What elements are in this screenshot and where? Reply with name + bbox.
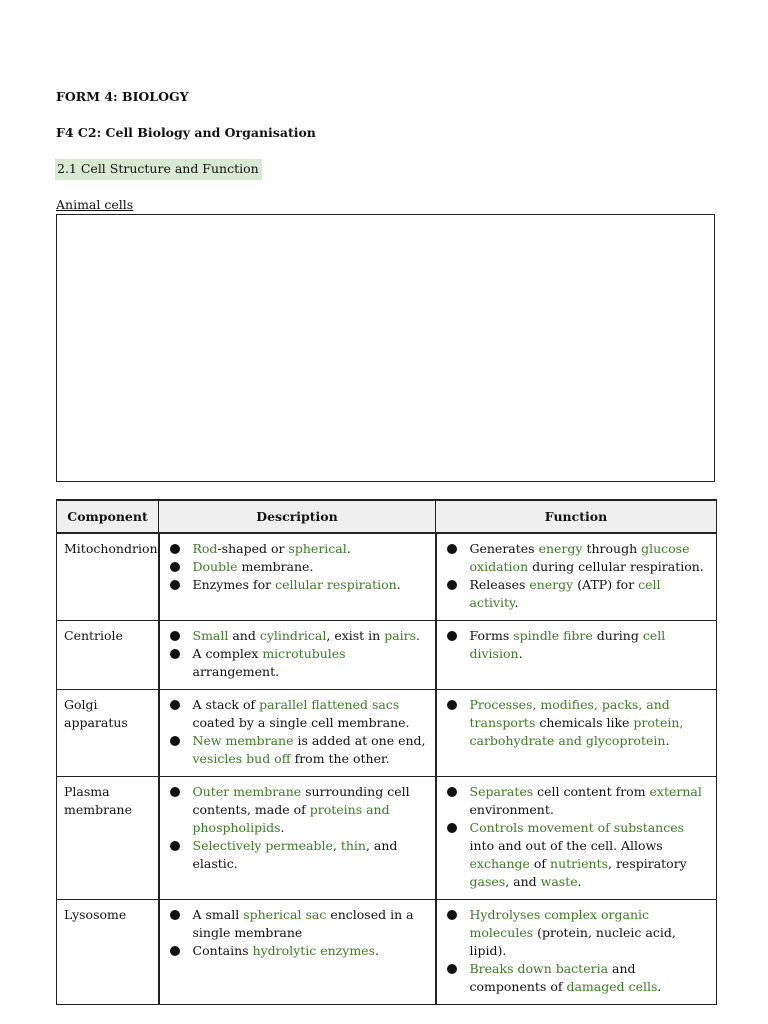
text-segment: Breaks down bacteria	[469, 961, 609, 976]
function-cell	[436, 690, 717, 777]
text-segment: is added at one end,	[293, 733, 426, 748]
text-segment: waste	[540, 874, 578, 889]
text-segment: enclosed in a single membrane	[192, 907, 414, 940]
bullet-item	[167, 906, 428, 942]
bullet-item	[167, 696, 428, 732]
text-segment: cellular respiration	[275, 577, 397, 592]
text-segment: during cellular respiration.	[528, 559, 704, 574]
text-segment: Double	[192, 559, 238, 574]
function-list	[444, 906, 710, 996]
bullet-item	[444, 540, 710, 576]
description-cell	[159, 533, 436, 621]
function-list	[444, 540, 710, 612]
component-name: Golgi apparatus	[57, 690, 159, 777]
text-segment: A complex	[192, 646, 263, 661]
bullet-item	[167, 732, 428, 768]
text-segment: Rod	[192, 541, 218, 556]
text-segment: .	[514, 595, 519, 610]
text-segment: from the other.	[290, 751, 390, 766]
text-segment: Contains	[192, 943, 253, 958]
section-heading: 2.1 Cell Structure and Function	[55, 159, 262, 180]
table-header-row	[57, 500, 717, 533]
component-name: Lysosome	[57, 900, 159, 1005]
text-segment: Forms	[469, 628, 514, 643]
component-name: Plasma membrane	[57, 777, 159, 900]
text-segment: external	[649, 784, 702, 799]
bullet-item	[444, 783, 710, 819]
text-segment: during	[592, 628, 643, 643]
text-segment: .	[577, 874, 582, 889]
text-segment: and components of	[469, 961, 636, 994]
text-segment: Small	[192, 628, 229, 643]
text-segment: pairs	[384, 628, 417, 643]
text-segment: (ATP) for	[573, 577, 639, 592]
bullet-item	[167, 645, 428, 681]
bullet-item	[167, 837, 428, 873]
function-cell	[436, 621, 717, 690]
text-segment: gases	[469, 874, 506, 889]
description-cell	[159, 777, 436, 900]
table-row	[57, 777, 717, 900]
text-segment: Controls movement of substances	[469, 820, 685, 835]
text-segment: environment.	[469, 802, 554, 817]
text-segment: proteins and phospholipids	[192, 802, 390, 835]
bullet-item	[444, 819, 710, 891]
text-segment: .	[518, 646, 523, 661]
text-segment: Enzymes for	[192, 577, 276, 592]
text-segment: .	[665, 733, 670, 748]
table-row	[57, 533, 717, 621]
bullet-item	[167, 558, 428, 576]
text-segment: Selectively permeable	[192, 838, 333, 853]
text-segment: Generates	[469, 541, 539, 556]
text-segment: vesicles bud off	[192, 751, 291, 766]
bullet-item	[444, 960, 710, 996]
text-segment: of	[529, 856, 551, 871]
text-segment: and	[228, 628, 260, 643]
chapter-title: F4 C2: Cell Biology and Organisation	[56, 125, 316, 140]
bullet-item	[444, 906, 710, 960]
text-segment: hydrolytic enzymes	[252, 943, 375, 958]
bullet-item	[167, 627, 428, 645]
text-segment: coated by a single cell membrane.	[192, 715, 410, 730]
text-segment: cylindrical	[259, 628, 327, 643]
text-segment: spherical	[288, 541, 347, 556]
text-segment: surrounding cell contents, made of	[192, 784, 410, 817]
text-segment: A stack of	[192, 697, 260, 712]
text-segment: cell division	[469, 628, 666, 661]
text-segment: nutrients	[550, 856, 608, 871]
animal-cells-label: Animal cells	[56, 197, 134, 212]
function-cell	[436, 777, 717, 900]
text-segment: energy	[538, 541, 583, 556]
text-segment: .	[396, 577, 401, 592]
text-segment: .	[375, 943, 379, 958]
bullet-item	[444, 576, 710, 612]
function-cell	[436, 900, 717, 1005]
text-segment: parallel flattened sacs	[259, 697, 400, 712]
header-function: Function	[436, 500, 717, 533]
table-row	[57, 621, 717, 690]
text-segment: , exist in	[326, 628, 385, 643]
component-name: Mitochondrion	[57, 533, 159, 621]
text-segment: spindle fibre	[513, 628, 593, 643]
component-name: Centriole	[57, 621, 159, 690]
text-segment: , and	[505, 874, 541, 889]
description-list	[167, 540, 428, 594]
text-segment: , respiratory	[608, 856, 687, 871]
table-row	[57, 690, 717, 777]
text-segment: energy	[529, 577, 574, 592]
text-segment: membrane.	[237, 559, 314, 574]
bullet-item	[444, 627, 710, 663]
text-segment: Outer membrane	[192, 784, 302, 799]
text-segment: .	[280, 820, 285, 835]
table-row	[57, 900, 717, 1005]
table-body	[57, 533, 717, 1005]
text-segment: microtubules	[262, 646, 346, 661]
text-segment: Processes, modifies, packs, and transports	[469, 697, 670, 730]
text-segment: .	[416, 628, 421, 643]
text-segment: New membrane	[192, 733, 294, 748]
text-segment: damaged cells	[566, 979, 658, 994]
text-segment: through	[582, 541, 642, 556]
description-list	[167, 696, 428, 768]
description-list	[167, 627, 428, 681]
text-segment: cell activity	[469, 577, 661, 610]
text-segment: glucose oxidation	[469, 541, 690, 574]
function-list	[444, 627, 710, 663]
text-segment: (protein, nucleic acid, lipid).	[469, 925, 676, 958]
description-cell	[159, 690, 436, 777]
text-segment: Releases	[469, 577, 530, 592]
text-segment: -shaped or	[217, 541, 289, 556]
bullet-item	[167, 783, 428, 837]
text-segment: cell content from	[533, 784, 650, 799]
cell-component-table	[56, 499, 717, 1005]
text-segment: chemicals like	[535, 715, 634, 730]
text-segment: , and elastic.	[192, 838, 398, 871]
text-segment: .	[657, 979, 662, 994]
form-title: FORM 4: BIOLOGY	[56, 89, 189, 104]
bullet-item	[167, 942, 428, 960]
header-component: Component	[57, 500, 159, 533]
text-segment: thin	[340, 838, 366, 853]
function-list	[444, 783, 710, 891]
text-segment: into and out of the cell. Allows	[469, 838, 663, 853]
bullet-item	[167, 540, 428, 558]
text-segment: arrangement.	[192, 664, 280, 679]
text-segment: spherical sac	[243, 907, 327, 922]
description-cell	[159, 621, 436, 690]
bullet-item	[167, 576, 428, 594]
text-segment: ,	[332, 838, 341, 853]
text-segment: protein, carbohydrate and glycoprotein	[469, 715, 684, 748]
description-list	[167, 783, 428, 873]
description-list	[167, 906, 428, 960]
header-description: Description	[159, 500, 436, 533]
function-list	[444, 696, 710, 750]
text-segment: Separates	[469, 784, 534, 799]
text-segment: A small	[192, 907, 244, 922]
animal-cell-diagram-box	[56, 214, 715, 482]
bullet-item	[444, 696, 710, 750]
description-cell	[159, 900, 436, 1005]
function-cell	[436, 533, 717, 621]
text-segment: .	[346, 541, 351, 556]
text-segment: Hydrolyses complex organic molecules	[469, 907, 650, 940]
text-segment: exchange	[469, 856, 530, 871]
